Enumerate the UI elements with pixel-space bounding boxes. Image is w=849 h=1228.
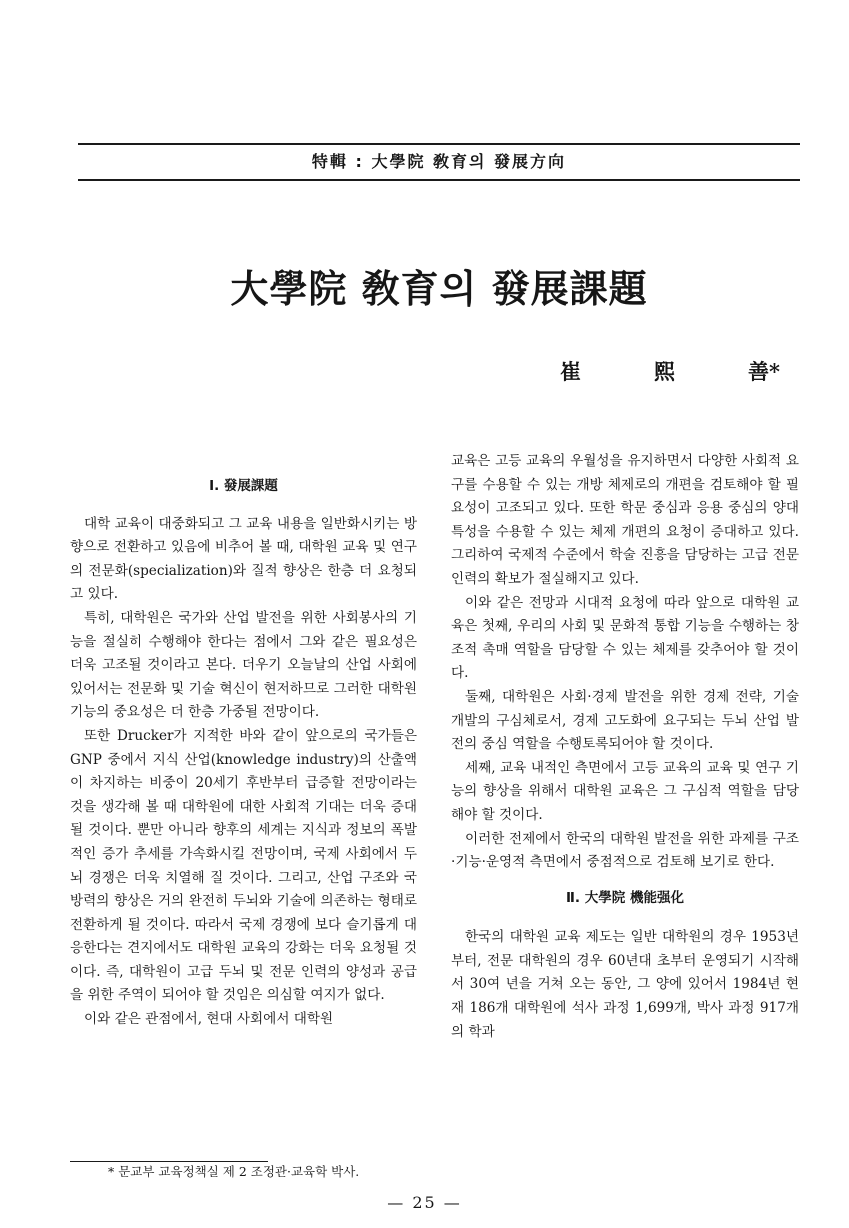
- paragraph: 대학 교육이 대중화되고 그 교육 내용을 일반화시키는 방향으로 전환하고 있음에 비추어 볼 때, 대학원 교육 및 연구의 전문화(specialization)와 질적 향상은 한층 더 요청되고 있다.: [70, 515, 417, 603]
- paragraph: 이와 같은 전망과 시대적 요청에 따라 앞으로 대학원 교육은 첫째, 우리의 사회 및 문화적 통합 기능을 수행하는 창조적 촉매 역할을 담당할 수 있는 체제를 갖추어야 할 것이다.: [451, 594, 799, 682]
- paragraph: 한국의 대학원 교육 제도는 일반 대학원의 경우 1953년부터, 전문 대학원의 경우 60년대 초부터 운영되기 시작해서 30여 년을 거쳐 오는 동안, 그 양에 있어서 1984년 현재 186개 대학원에 석사 과정 1,699개, 박사 과정 917개의 학과: [451, 929, 799, 1040]
- author-char: 崔: [560, 359, 581, 384]
- author-name: [560, 356, 780, 386]
- article-title: 大學院 敎育의 發展課題: [230, 266, 648, 311]
- paragraph: 이와 같은 관점에서, 현대 사회에서 대학원: [84, 1011, 334, 1028]
- paragraph: 또한 Drucker가 지적한 바와 같이 앞으로의 국가들은 GNP 중에서 지식 산업(knowledge industry)의 산출액이 차지하는 비중이 20세기 후반부터 급증할 전망이라는 것을 생각해 볼 때 대학원에 대한 사회적 기대는 더욱 증대될 것이다. 뿐만 아니라 향후의 세계는 지식과 정보의 폭발적인 증가 추세를 가속화시킬 전망이며, 국제 사회에서 두뇌 경쟁은 더욱 치열해 질 것이다. 그리고, 산업 구조와 국방력의 향상은 거의 완전히 두뇌와 기술에 의존하는 형태로 전환하게 될 것이다. 따라서 국제 경쟁에 보다 슬기롭게 대응한다는 견지에서도 대학원 교육의 강화는 더욱 요청될 것이다. 즉, 대학원이 고급 두뇌 및 전문 인력의 양성과 공급을 위한 주역이 되어야 할 것임은 의심할 여지가 없다.: [70, 727, 417, 1004]
- paragraph: 특히, 대학원은 국가와 산업 발전을 위한 사회봉사의 기능을 절실히 수행해야 한다는 점에서 그와 같은 필요성은 더욱 고조될 것이라고 본다. 더우기 오늘날의 산업 사회에 있어서는 전문화 및 기술 혁신이 현저하므로 그러한 대학원 기능의 중요성은 더 한층 가중될 전망이다.: [70, 609, 417, 721]
- right-column: [451, 450, 799, 1044]
- header-top-rule: [78, 143, 800, 145]
- section-heading-1: I. 發展課題: [209, 478, 278, 494]
- author-char: 善*: [748, 359, 780, 384]
- section-heading-2: Ⅱ. 大學院 機能强化: [566, 889, 684, 906]
- paragraph: 세째, 교육 내적인 측면에서 고등 교육의 교육 및 연구 기능의 향상을 위해서 대학원 교육은 그 구심적 역할을 담당해야 할 것이다.: [451, 759, 799, 823]
- paragraph-continued: 교육은 고등 교육의 우월성을 유지하면서 다양한 사회적 요구를 수용할 수 있는 개방 체제로의 개편을 검토해야 할 필요성이 고조되고 있다. 또한 학문 중심과 응용 중심의 양대 특성을 수용할 수 있는 체제 개편의 요청이 증대하고 있다. 그리하여 국제적 수준에서 학술 진흥을 담당하는 고급 전문 인력의 확보가 절실해지고 있다.: [451, 453, 799, 587]
- left-column: [70, 475, 417, 1032]
- author-char: 熙: [654, 359, 675, 384]
- author-footnote: * 문교부 교육정책실 제 2 조정관·교육학 박사.: [108, 1164, 360, 1179]
- footnote-rule: [70, 1161, 268, 1162]
- header-bottom-rule: [78, 179, 800, 181]
- special-issue-banner: 特輯 : 大學院 敎育의 發展方向: [311, 152, 567, 171]
- page-number: — 25 —: [387, 1193, 462, 1212]
- paragraph: 이러한 전제에서 한국의 대학원 발전을 위한 과제를 구조·기능·운영적 측면에서 중점적으로 검토해 보기로 한다.: [451, 830, 799, 871]
- paragraph: 둘째, 대학원은 사회·경제 발전을 위한 경제 전략, 기술 개발의 구심체로서, 경제 고도화에 요구되는 두뇌 산업 발전의 중심 역할을 수행토록되어야 할 것이다.: [451, 688, 799, 753]
